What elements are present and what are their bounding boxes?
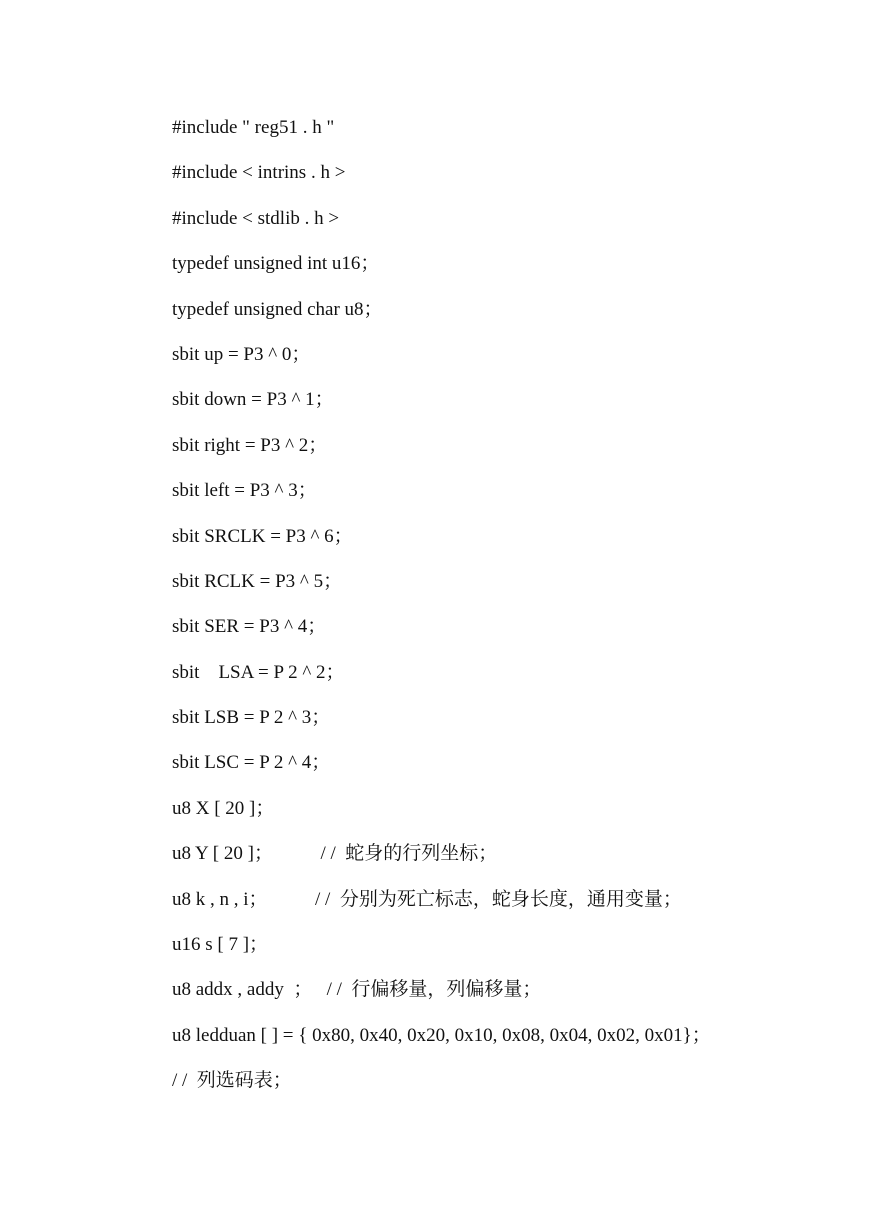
code-line-array-x: u8 X [ 20 ]； bbox=[172, 797, 275, 819]
code-line-array-s: u16 s [ 7 ]； bbox=[172, 934, 269, 956]
code-line-include-reg51: #include " reg51 . h " bbox=[172, 117, 335, 138]
code-line-sbit-left: sbit left = P3 ^ 3； bbox=[172, 480, 317, 502]
code-line-sbit-up: sbit up = P3 ^ 0； bbox=[172, 343, 311, 365]
code-line-sbit-ser: sbit SER = P3 ^ 4； bbox=[172, 616, 327, 638]
code-line-sbit-lsc: sbit LSC = P 2 ^ 4； bbox=[172, 752, 331, 774]
code-line-typedef-u8: typedef unsigned char u8； bbox=[172, 298, 383, 320]
code-line-sbit-rclk: sbit RCLK = P3 ^ 5； bbox=[172, 570, 343, 592]
code-line-array-y: u8 Y [ 20 ]； / / 蛇身的行列坐标； bbox=[172, 843, 498, 865]
code-line-typedef-u16: typedef unsigned int u16； bbox=[172, 253, 380, 275]
code-line-include-intrins: #include < intrins . h > bbox=[172, 162, 346, 184]
code-line-sbit-srclk: sbit SRCLK = P3 ^ 6； bbox=[172, 525, 353, 547]
code-line-addx-addy: u8 addx , addy ； / / 行偏移量，列偏移量； bbox=[172, 979, 542, 1001]
code-line-sbit-right: sbit right = P3 ^ 2； bbox=[172, 434, 328, 456]
code-line-vars-k-n-i: u8 k , n , i； / / 分别为死亡标志，蛇身长度，通用变量； bbox=[172, 888, 682, 910]
code-line-ledduan: u8 ledduan [ ] = { 0x80, 0x40, 0x20, 0x10, 0x08, 0x04, 0x02, 0x01}； bbox=[172, 1024, 711, 1046]
code-line-sbit-lsb: sbit LSB = P 2 ^ 3； bbox=[172, 707, 331, 729]
code-line-sbit-lsa: sbit LSA = P 2 ^ 2； bbox=[172, 661, 345, 683]
code-line-comment-column-table: / / 列选码表； bbox=[172, 1070, 292, 1092]
code-line-include-stdlib: #include < stdlib . h > bbox=[172, 207, 340, 229]
code-listing bbox=[172, 113, 812, 1112]
code-line-sbit-down: sbit down = P3 ^ 1； bbox=[172, 389, 334, 411]
